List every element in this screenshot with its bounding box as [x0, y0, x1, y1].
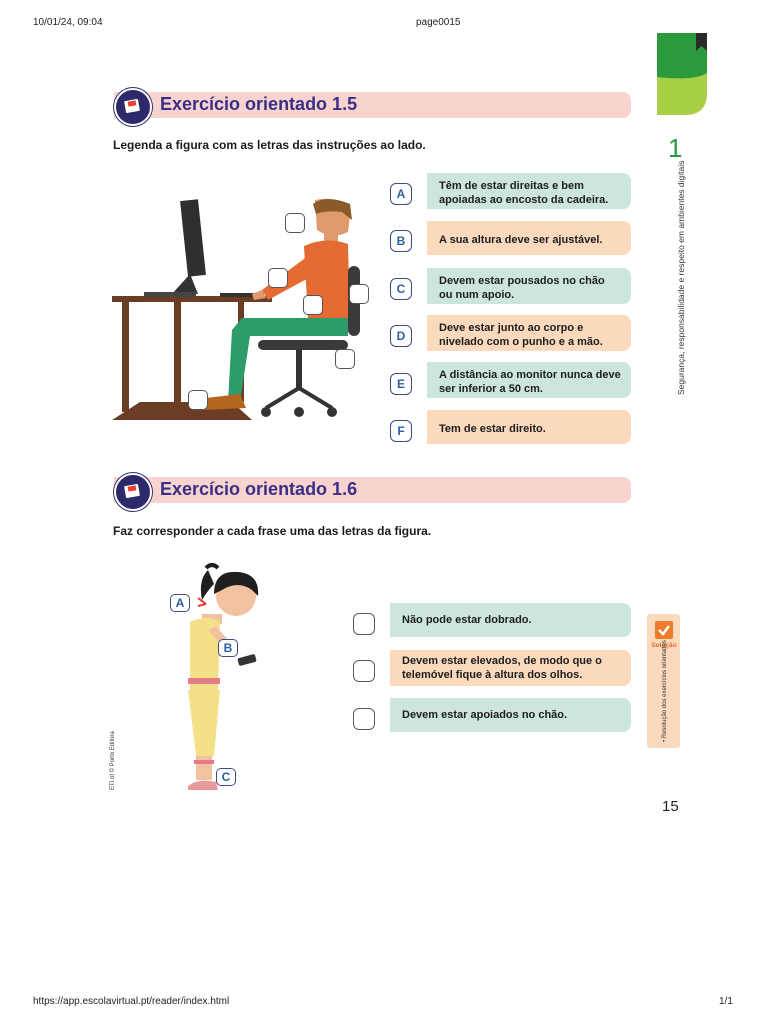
sentence-2: Devem estar elevados, de modo que o telemóvel fique à altura dos olhos. — [390, 650, 631, 686]
answer-box-3[interactable] — [303, 295, 323, 315]
exercise-1-5-title: Exercício orientado 1.5 — [160, 94, 358, 114]
exercise-1-6-instruction: Faz corresponder a cada frase uma das letras da figura. — [113, 524, 432, 538]
answer-box-2[interactable] — [268, 268, 288, 288]
sentence-1: Não pode estar dobrado. — [390, 603, 631, 637]
item-letter-a: A — [390, 183, 412, 205]
instruction-c: Devem estar pousados no chão ou num apoio. — [427, 268, 631, 304]
solution-caption: • Resolução dos exercícios orientados — [662, 640, 668, 742]
item-letter-f: F — [390, 420, 412, 442]
exercise-1-6-title: Exercício orientado 1.6 — [160, 479, 358, 499]
instruction-a: Têm de estar direitas e bem apoiadas ao encosto da cadeira. — [427, 173, 631, 209]
figure-credit: ETI.ot © Porto Editora — [110, 731, 116, 790]
instruction-b: A sua altura deve ser ajustável. — [427, 221, 631, 255]
figure-letter-a: A — [170, 594, 190, 612]
match-box-2[interactable] — [353, 660, 375, 682]
exercise-book-icon — [114, 88, 152, 126]
chapter-number: 1 — [668, 133, 683, 163]
page-number: 15 — [662, 798, 679, 815]
checkmark-icon[interactable] — [655, 621, 673, 639]
answer-box-1[interactable] — [285, 213, 305, 233]
answer-box-4[interactable] — [349, 284, 369, 304]
answer-box-5[interactable] — [335, 349, 355, 369]
sentence-3: Devem estar apoiados no chão. — [390, 698, 631, 732]
answer-box-6[interactable] — [188, 390, 208, 410]
print-url[interactable]: https://app.escolavirtual.pt/reader/index.html — [33, 996, 230, 1007]
figure-letter-c: C — [216, 768, 236, 786]
print-page-count: 1/1 — [719, 996, 733, 1007]
item-letter-e: E — [390, 373, 412, 395]
chapter-title: Segurança, responsabilidade e respeito em ambientes digitais — [676, 160, 686, 395]
chapter-tab-graphic — [655, 33, 711, 117]
item-letter-b: B — [390, 230, 412, 252]
instruction-f: Tem de estar direito. — [427, 410, 631, 444]
solution-label[interactable]: Solução — [651, 642, 677, 649]
item-letter-d: D — [390, 325, 412, 347]
exercise-book-icon — [114, 473, 152, 511]
instruction-d: Deve estar junto ao corpo e nivelado com o punho e a mão. — [427, 315, 631, 351]
match-box-3[interactable] — [353, 708, 375, 730]
match-box-1[interactable] — [353, 613, 375, 635]
desk-posture-illustration — [112, 190, 370, 424]
figure-letter-b: B — [218, 639, 238, 657]
instruction-e: A distância ao monitor nunca deve ser inferior a 50 cm. — [427, 362, 631, 398]
print-page-title: page0015 — [416, 17, 461, 28]
item-letter-c: C — [390, 278, 412, 300]
exercise-1-5-instruction: Legenda a figura com as letras das instruções ao lado. — [113, 138, 426, 152]
print-datetime: 10/01/24, 09:04 — [33, 17, 103, 28]
